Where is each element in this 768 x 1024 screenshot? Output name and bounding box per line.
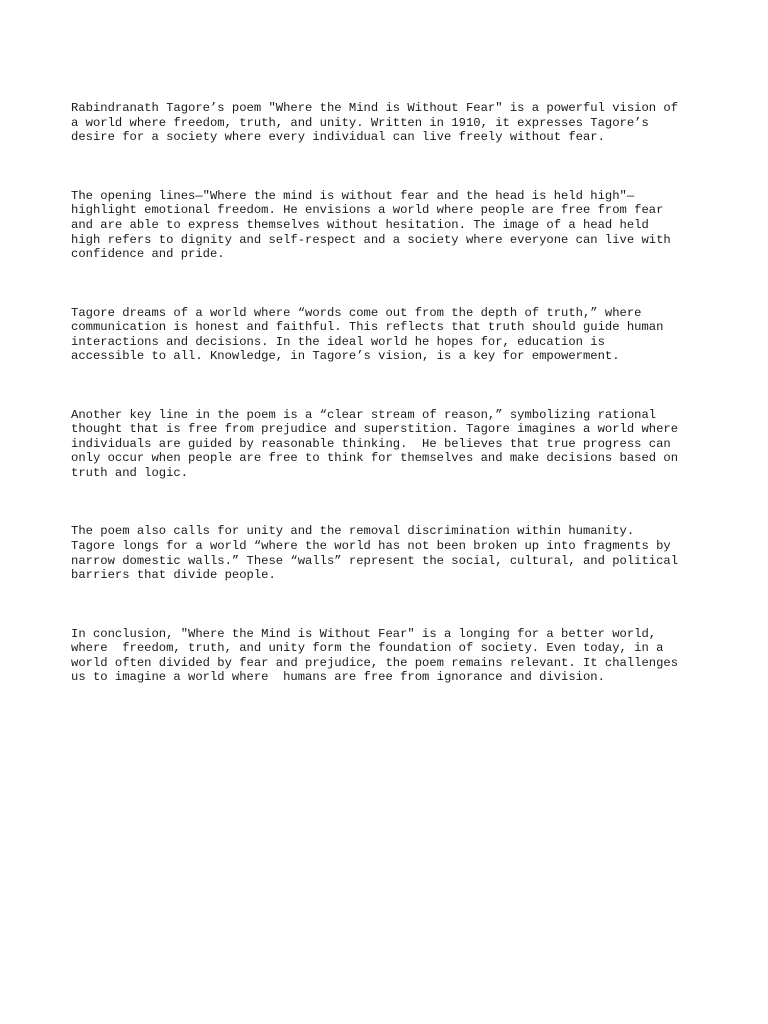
paragraph-unity: The poem also calls for unity and the removal discrimination within humanity. Tagore longs for a world “where the world has not been broken up into fragments by narrow domestic walls.” These “walls” represent the social, cultural, and political barriers that divide people. bbox=[71, 524, 679, 583]
document-body bbox=[71, 72, 711, 729]
paragraph-opening-lines: The opening lines—"Where the mind is without fear and the head is held high"— highlight emotional freedom. He envisions a world where people are free from fear and are able to express themselves without hesitation. The image of a head held high refers to dignity and self-respect and a society where everyone can live with confidence and pride. bbox=[71, 188, 671, 262]
paragraph-reason: Another key line in the poem is a “clear stream of reason,” symbolizing rational thought that is free from prejudice and superstition. Tagore imagines a world where individuals are guided by reasonable thinking. He believes that true progress can only occur when people are free to think for themselves and make decisions based on truth and logic. bbox=[71, 407, 679, 481]
paragraph-conclusion: In conclusion, "Where the Mind is Without Fear" is a longing for a better world, where freedom, truth, and unity form the foundation of society. Even today, in a world often divided by fear and prejudice, the poem remains relevant. It challenges us to imagine a world where humans are free from ignorance and division. bbox=[71, 626, 679, 685]
paragraph-intro: Rabindranath Tagore’s poem "Where the Mind is Without Fear" is a powerful vision of a world where freedom, truth, and unity. Written in 1910, it expresses Tagore’s desire for a society where every individual can live freely without fear. bbox=[71, 101, 679, 145]
paragraph-truth: Tagore dreams of a world where “words come out from the depth of truth,” where communication is honest and faithful. This reflects that truth should guide human interactions and decisions. In the ideal world he hopes for, education is accessible to all. Knowledge, in Tagore’s vision, is a key for empowerment. bbox=[71, 305, 664, 364]
